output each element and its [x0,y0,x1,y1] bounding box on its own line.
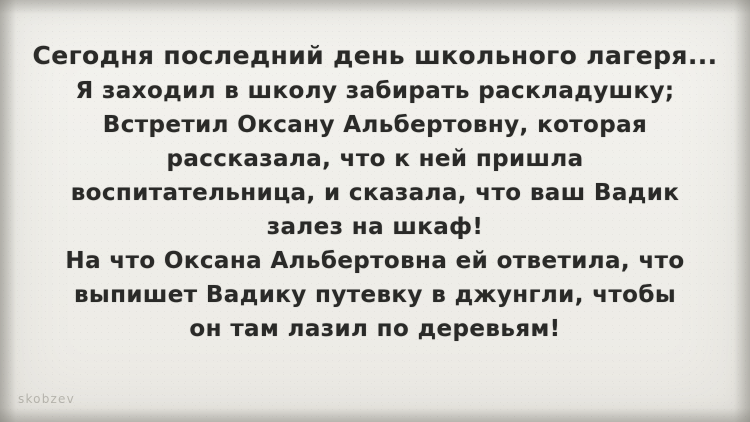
quote-line-1: Сегодня последний день школьного лагеря... [32,41,718,70]
quote-line-2: Я заходил в школу забирать раскладушку; [75,78,675,104]
quote-line-5: воспитательница, и сказала, что ваш Вадик [70,180,680,206]
quote-line-6: залез на шкаф! [266,214,484,240]
quote-line-9: он там лазил по деревьям! [189,316,561,342]
quote-line-8: выпишет Вадику путевку в джунгли, чтобы [73,282,677,308]
paper-edge-top [0,0,750,14]
quote-line-4: рассказала, что к ней пришла [166,146,584,172]
quote-text-block [0,38,750,346]
quote-line-7: На что Оксана Альбертовна ей ответила, что [65,248,685,274]
watermark-signature: skobzev [18,392,75,406]
quote-line-3: Встретил Оксану Альбертовну, которая [102,112,648,138]
paper-edge-bottom [0,408,750,422]
